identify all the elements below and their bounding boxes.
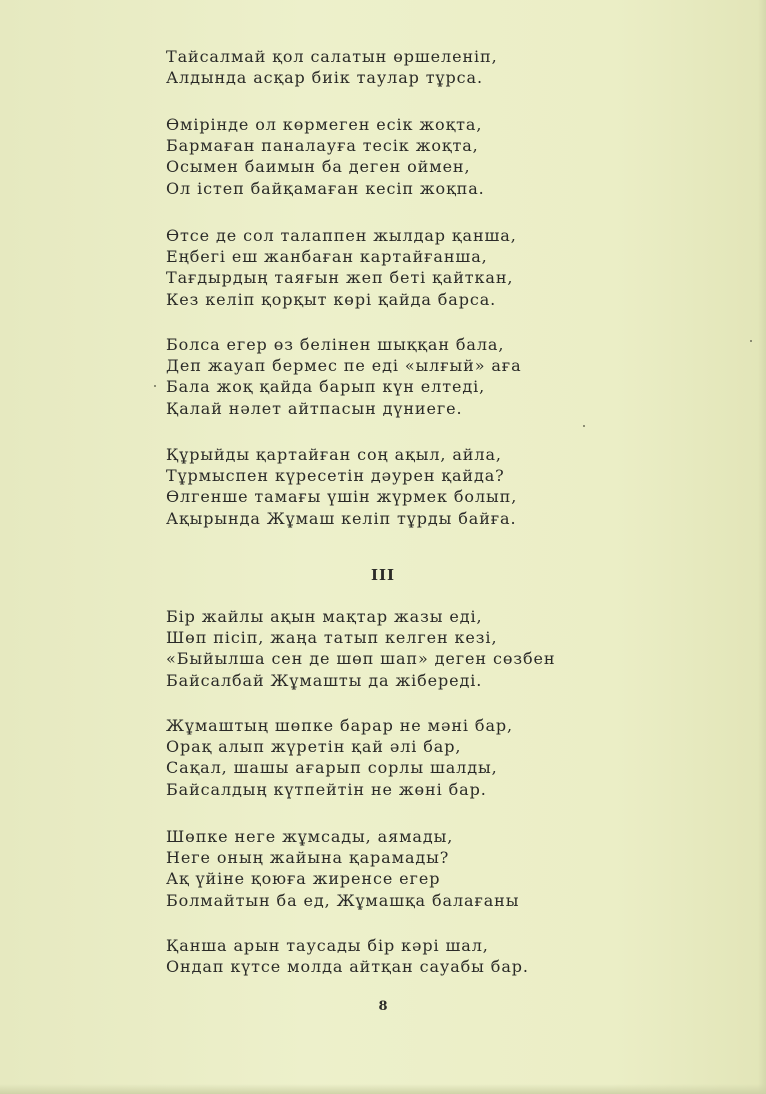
poem-line: «Быйылша сен де шөп шап» деген сөзбен bbox=[166, 649, 556, 669]
poem-line: Ондап күтсе молда айтқан сауабы бар. bbox=[166, 957, 529, 977]
poem-line: Шөп пісіп, жаңа татып келген кезі, bbox=[166, 628, 498, 648]
poem-line: Тағдырдың таяғын жеп беті қайткан, bbox=[166, 268, 514, 288]
poem-line: Болмайтын ба ед, Жұмашқа балағаны bbox=[166, 890, 520, 910]
stanza-6 bbox=[166, 606, 555, 691]
page-bottom-shadow bbox=[0, 1084, 766, 1094]
page-edge-shadow bbox=[758, 0, 766, 1094]
poem-line: Ақырында Жұмаш келіп тұрды байға. bbox=[166, 508, 517, 528]
stanza-7 bbox=[166, 715, 513, 800]
poem-line: Қалай нәлет айтпасын дүниеге. bbox=[166, 398, 463, 418]
poem-line: Болса егер өз белінен шыққан бала, bbox=[166, 335, 505, 354]
page-number: 8 bbox=[378, 999, 388, 1014]
stanza-3 bbox=[166, 225, 517, 310]
poem-line: Неге оның жайына қарамады? bbox=[166, 848, 450, 868]
poem-line: Алдында асқар биік таулар тұрса. bbox=[166, 68, 483, 88]
poem-line: Жұмаштың шөпке барар не мәні бар, bbox=[166, 716, 514, 735]
section-heading: III bbox=[370, 566, 396, 584]
poem-line: Еңбегі еш жанбаған картайғанша, bbox=[166, 247, 488, 267]
stanza-9 bbox=[166, 935, 529, 977]
poem-line: Бармаған паналауға тесік жоқта, bbox=[166, 136, 479, 156]
poem-line: Өлгенше тамағы үшін жүрмек болып, bbox=[166, 487, 518, 507]
poem-line: Ол істеп байқамаған кесіп жоқпа. bbox=[166, 178, 485, 198]
stanza-5 bbox=[166, 444, 517, 529]
poem-line: Бір жайлы ақын мақтар жазы еді, bbox=[166, 607, 483, 626]
stanza-2 bbox=[166, 114, 485, 199]
poem-line: Кез келіп қорқыт көрі қайда барса. bbox=[166, 289, 497, 309]
stanza-1 bbox=[166, 46, 498, 88]
poem-line: Өмірінде ол көрмеген есік жоқта, bbox=[166, 115, 483, 134]
paper-speck bbox=[154, 385, 156, 387]
stanza-4 bbox=[166, 334, 522, 419]
paper-speck bbox=[750, 340, 752, 342]
poem-line: Орақ алып жүретін қай әлі бар, bbox=[166, 737, 462, 757]
poem-line: Деп жауап бермес пе еді «ылғый» аға bbox=[166, 356, 522, 376]
poem-line: Өтсе де сол талаппен жылдар қанша, bbox=[166, 226, 517, 245]
poem-line: Қанша арын таусады бір кәрі шал, bbox=[166, 936, 489, 955]
paper-speck bbox=[583, 425, 585, 427]
poem-line: Тайсалмай қол салатын өршеленіп, bbox=[166, 47, 498, 66]
poem-line: Тұрмыспен күресетін дәурен қайда? bbox=[166, 466, 505, 486]
poem-line: Сақал, шашы ағарып сорлы шалды, bbox=[166, 758, 498, 778]
poem-line: Бала жоқ қайда барып күн елтеді, bbox=[166, 377, 486, 397]
poem-line: Байсалдың күтпейтін не жөні бар. bbox=[166, 779, 487, 799]
poem-line: Осымен баимын ба деген оймен, bbox=[166, 157, 471, 177]
poem-line: Шөпке неге жұмсады, аямады, bbox=[166, 827, 454, 846]
poem-line: Құрыйды қартайған соң ақыл, айла, bbox=[166, 445, 502, 464]
poem-line: Ақ үйіне қоюға жиренсе егер bbox=[166, 869, 441, 889]
stanza-8 bbox=[166, 826, 519, 911]
poem-line: Байсалбай Жұмашты да жібереді. bbox=[166, 670, 483, 690]
